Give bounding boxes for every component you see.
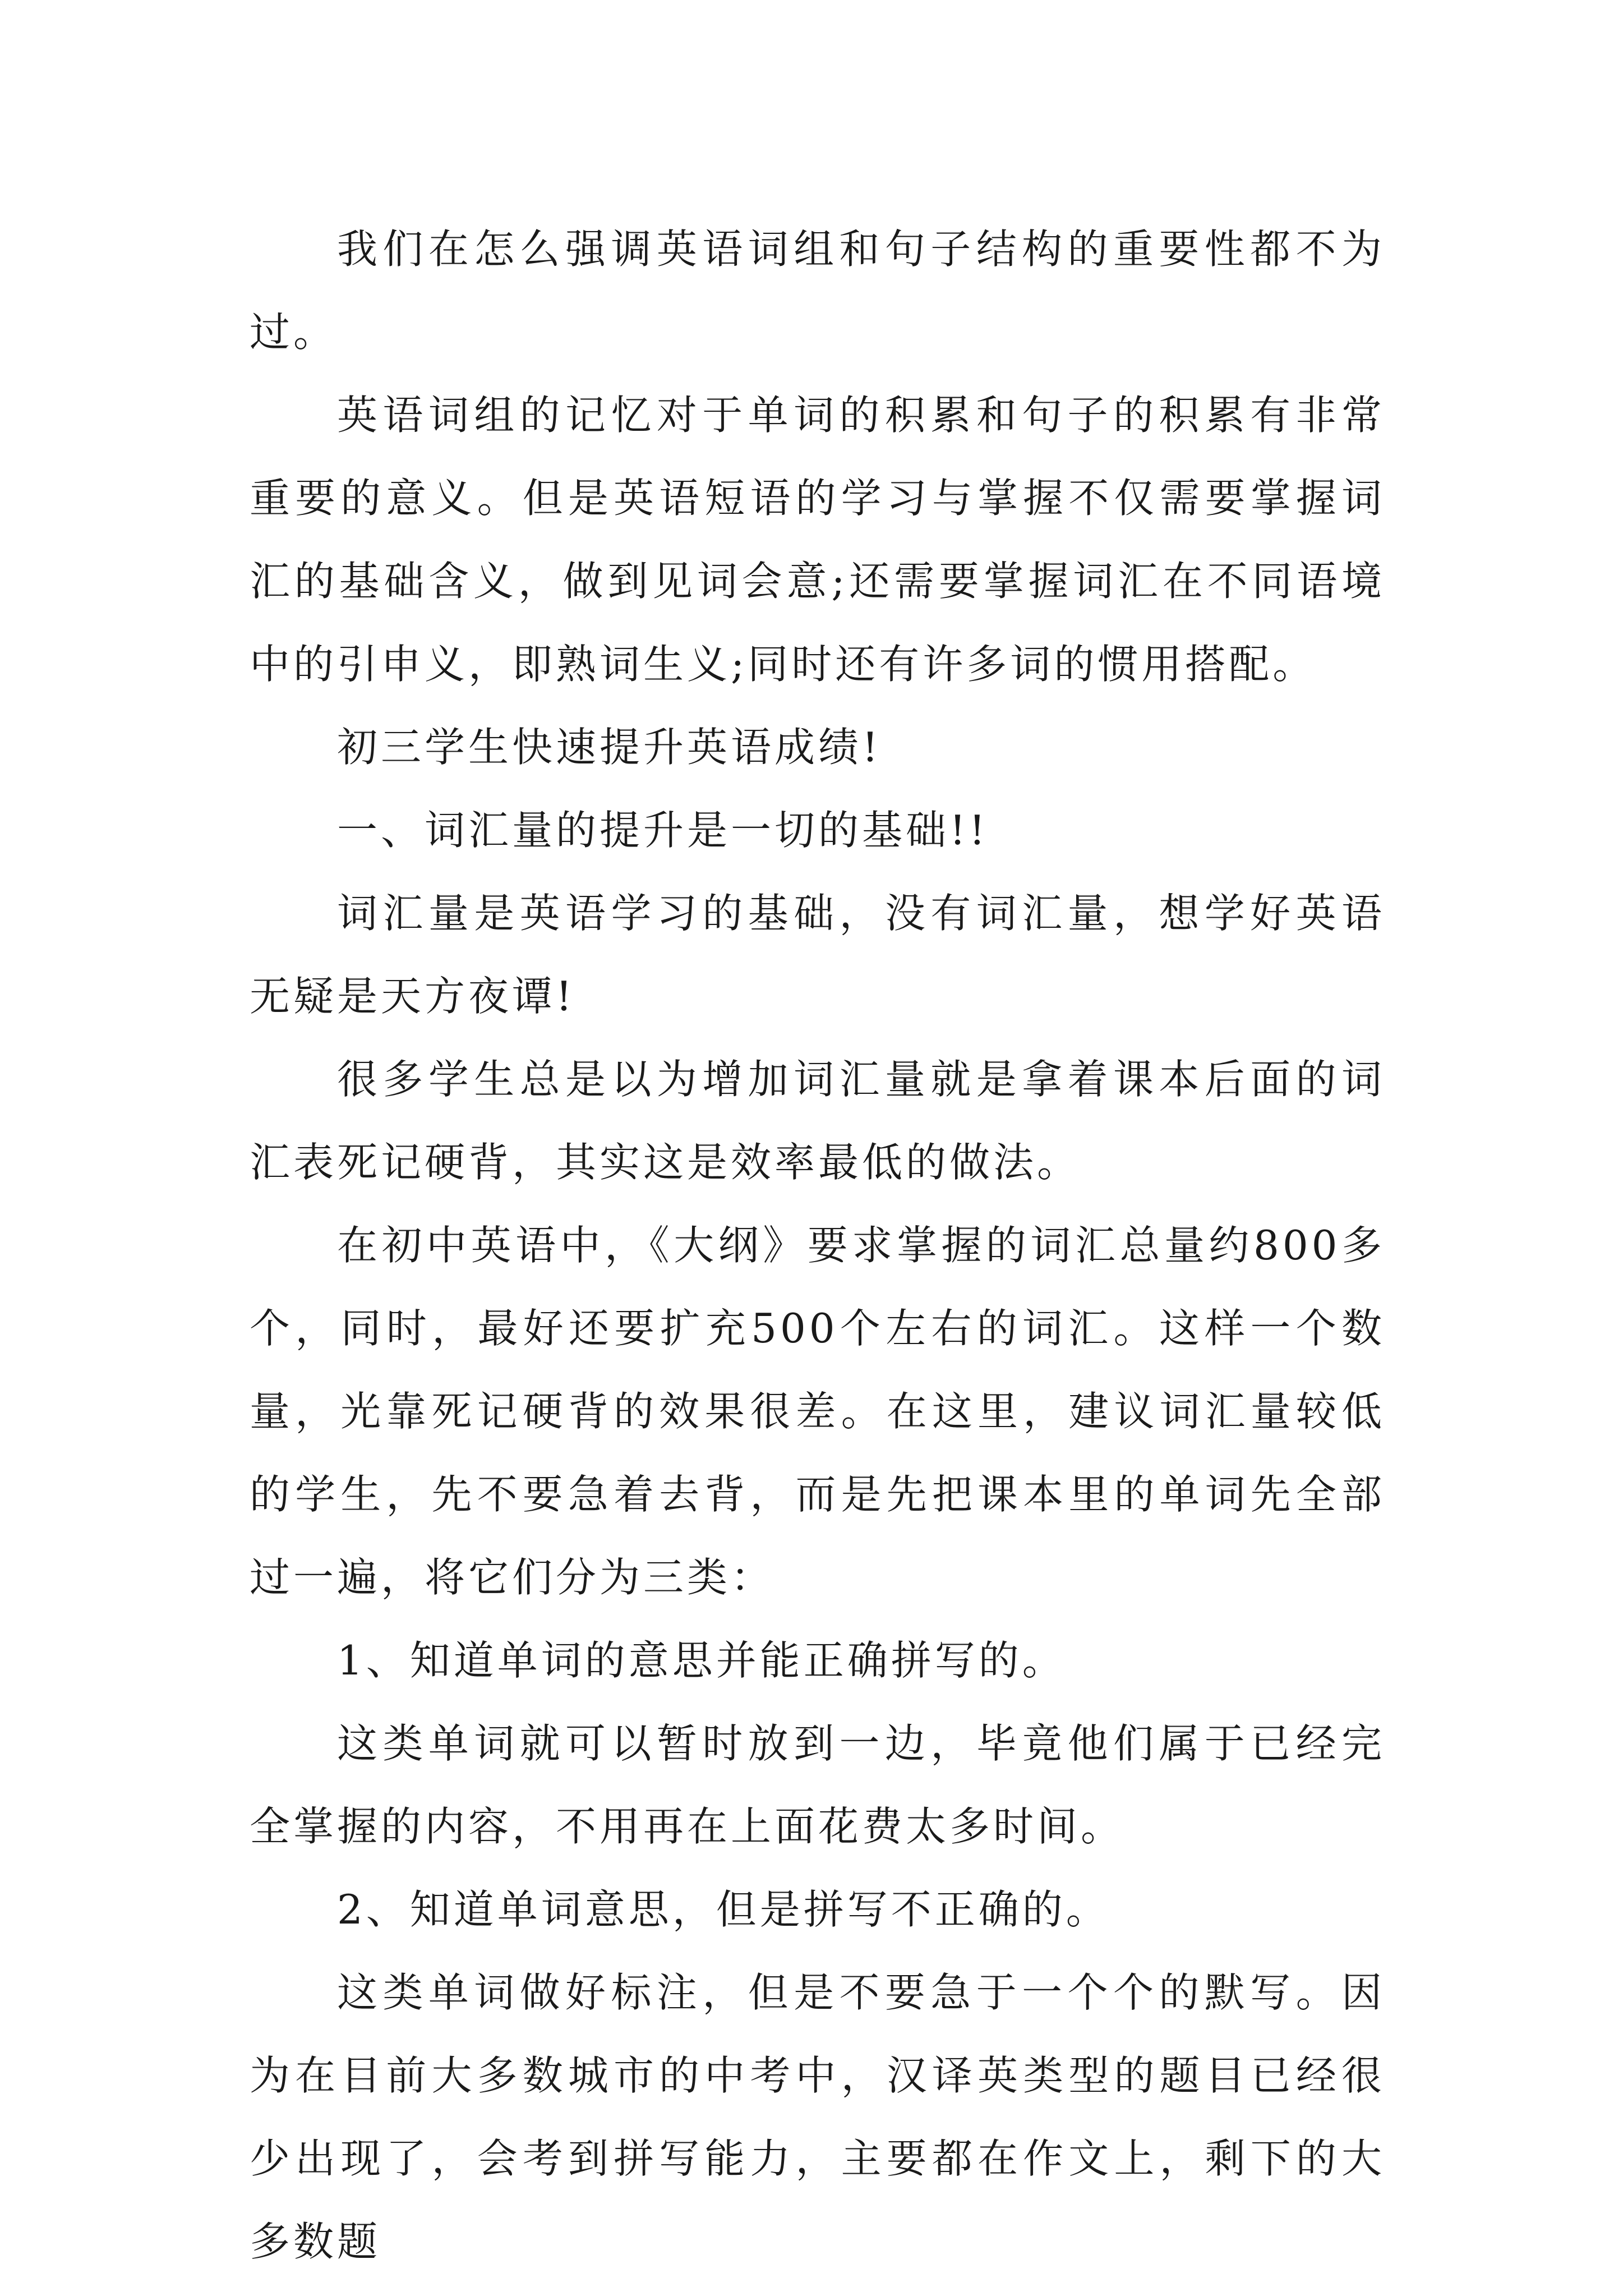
paragraph: 1、知道单词的意思并能正确拼写的。	[337, 1637, 1066, 1684]
paragraph: 一、词汇量的提升是一切的基础!!	[337, 807, 989, 854]
paragraph: 很多学生总是以为增加词汇量就是拿着课本后面的词汇表死记硬背，其实这是效率最低的做法。	[250, 1056, 1385, 1186]
paragraph: 2、知道单词意思，但是拼写不正确的。	[337, 1886, 1110, 1933]
paragraph: 我们在怎么强调英语词组和句子结构的重要性都不为过。	[250, 226, 1385, 356]
paragraph: 英语词组的记忆对于单词的积累和句子的积累有非常重要的意义。但是英语短语的学习与掌握不仅需要掌握词汇的基础含义，做到见词会意;还需要掌握词汇在不同语境中的引申义，即熟词生义;同时还有许多词的惯用搭配。	[250, 392, 1385, 688]
paragraph: 这类单词就可以暂时放到一边，毕竟他们属于已经完全掌握的内容，不用再在上面花费太多时间。	[250, 1720, 1385, 1850]
paragraph: 在初中英语中，《大纲》要求掌握的词汇总量约800多个，同时，最好还要扩充500个左右的词汇。这样一个数量，光靠死记硬背的效果很差。在这里，建议词汇量较低的学生，先不要急着去背，而是先把课本里的单词先全部过一遍，将它们分为三类：	[250, 1222, 1385, 1601]
paragraph: 这类单词做好标注，但是不要急于一个个的默写。因为在目前大多数城市的中考中，汉译英类型的题目已经很少出现了，会考到拼写能力，主要都在作文上，剩下的大多数题	[250, 1969, 1385, 2265]
paragraph: 初三学生快速提升英语成绩!	[337, 724, 882, 771]
document-body	[250, 208, 1385, 2283]
paragraph: 词汇量是英语学习的基础，没有词汇量，想学好英语无疑是天方夜谭!	[250, 890, 1385, 1020]
